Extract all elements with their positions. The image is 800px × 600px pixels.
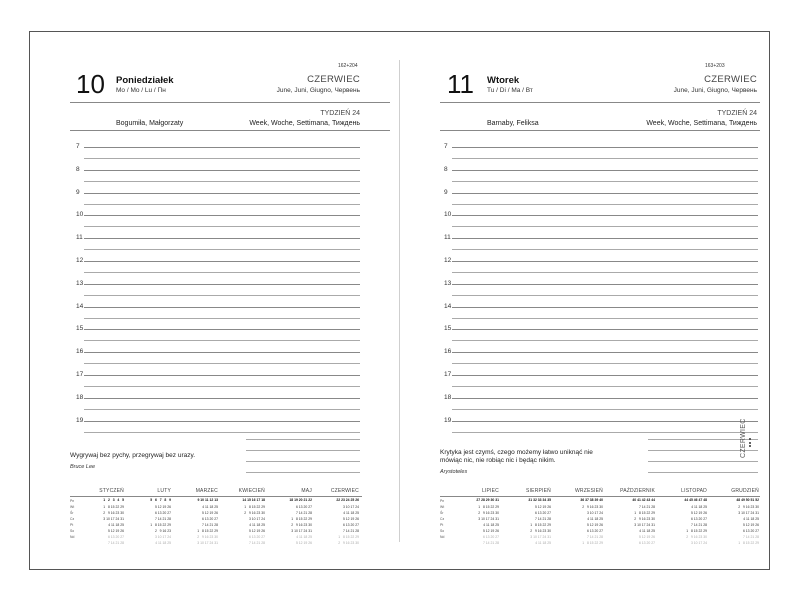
mini-calendar-row: 3 10 17 24 31 — [738, 511, 759, 515]
mini-month-name: WRZESIEŃ — [575, 488, 603, 494]
mini-calendar-row: 3 10 17 24 — [690, 541, 707, 545]
week-numbers: 9 10 11 12 13 — [197, 498, 218, 502]
mini-month-name: MAJ — [301, 488, 312, 494]
mini-calendar-row: 3 10 17 24 — [586, 511, 603, 515]
mini-calendar-row: 4 11 18 25 — [535, 541, 551, 545]
mini-calendar-row: 6 13 20 27 — [742, 529, 759, 533]
hour-label: 18 — [76, 393, 84, 401]
mini-month-name: LISTOPAD — [681, 488, 707, 494]
hour-label: 19 — [76, 416, 84, 424]
week-numbers: 14 15 16 17 18 — [242, 498, 265, 502]
hour-label: 19 — [444, 416, 452, 424]
week-number: TYDZIEŃ 24 — [717, 110, 757, 117]
weekday-column — [70, 498, 80, 540]
weekday-label: Wt — [440, 505, 445, 509]
day-name: Wtorek — [487, 75, 520, 86]
mini-calendar-row: 3 10 17 24 31 — [530, 535, 551, 539]
mini-month-name: KWIECIEŃ — [238, 488, 265, 494]
hour-label: 16 — [76, 348, 84, 356]
mini-calendar-row: 1 8 15 22 29 — [150, 523, 171, 527]
mini-calendar-row: 7 14 21 28 — [295, 511, 312, 515]
mini-calendar-row: 1 8 15 22 29 — [338, 535, 359, 539]
mini-calendar-row: 5 12 19 26 — [586, 523, 603, 527]
hour-label: 15 — [76, 325, 84, 333]
mini-calendar-row: 5 12 19 26 — [154, 505, 171, 509]
mini-calendar-row: 7 14 21 28 — [482, 541, 499, 545]
page-number: 162+204 — [338, 63, 358, 69]
mini-month-name: GRUDZIEŃ — [731, 488, 759, 494]
weekday-label: Nd — [70, 535, 75, 539]
hour-row[interactable] — [444, 189, 758, 212]
mini-calendar-row: 4 11 18 25 — [249, 523, 265, 527]
mini-calendar-row: 4 11 18 25 — [691, 505, 707, 509]
mini-calendar-row: 6 13 20 27 — [586, 529, 603, 533]
weekday-label: Pt — [70, 523, 74, 527]
mini-calendar-row: 3 10 17 24 31 — [291, 529, 312, 533]
hour-label: 9 — [76, 188, 80, 196]
mini-calendar-row: 7 14 21 28 — [342, 529, 359, 533]
hour-row[interactable] — [444, 325, 758, 348]
hour-label: 11 — [76, 234, 83, 242]
hour-row[interactable] — [76, 257, 360, 280]
mini-calendar-row: 6 13 20 27 — [534, 511, 551, 515]
mini-calendar-row: 4 11 18 25 — [155, 541, 171, 545]
mini-month-name: CZERWIEC — [330, 488, 359, 494]
year-calendar — [70, 488, 362, 544]
day-abbreviations: Mo / Mo / Lu / Пн — [116, 87, 166, 94]
mini-calendar-row: 5 12 19 26 — [482, 529, 499, 533]
mini-calendar-row: 5 12 19 26 — [742, 523, 759, 527]
header-divider — [70, 102, 390, 103]
hour-label: 13 — [76, 279, 84, 287]
mini-calendar-row: 2 9 16 23 30 — [338, 541, 359, 545]
week-numbers: 22 23 24 25 26 — [336, 498, 359, 502]
left-page — [30, 32, 400, 569]
hour-row[interactable] — [444, 143, 758, 166]
mini-calendar-row: 2 9 16 23 30 — [634, 517, 655, 521]
hour-label: 10 — [444, 211, 452, 219]
mini-month-name: LIPIEC — [481, 488, 499, 494]
header-divider — [440, 102, 760, 103]
mini-calendar-row: 5 12 19 26 — [201, 511, 218, 515]
names-divider — [440, 130, 760, 131]
hour-row[interactable] — [444, 417, 758, 440]
mini-month-name: STYCZEŃ — [99, 488, 124, 494]
hour-label: 12 — [444, 257, 452, 264]
mini-calendar-row: 3 10 17 24 31 — [197, 541, 218, 545]
mini-calendar-row: 7 14 21 28 — [742, 535, 759, 539]
hour-label: 7 — [76, 143, 80, 150]
mini-calendar-row: 2 9 16 23 30 — [530, 529, 551, 533]
mini-calendar-row: 1 8 15 22 29 — [634, 511, 655, 515]
mini-calendar-row: 5 12 19 26 — [638, 535, 655, 539]
mini-calendar-row: 1 8 15 22 29 — [738, 541, 759, 545]
weekday-label: Pn — [70, 499, 75, 503]
hour-label: 17 — [444, 371, 452, 378]
mini-calendar-row: 4 11 18 25 — [587, 517, 603, 521]
mini-calendar-row: 3 10 17 24 31 — [103, 517, 124, 521]
day-name: Poniedziałek — [116, 75, 174, 86]
side-tab-label: CZERWIEC — [740, 418, 747, 458]
week-translations: Week, Woche, Settimana, Тиждень — [646, 120, 757, 127]
hour-row[interactable] — [444, 234, 758, 257]
hour-row[interactable] — [76, 325, 360, 348]
weekday-label: Cz — [440, 517, 445, 521]
hour-row[interactable] — [76, 211, 360, 234]
page-number: 163+203 — [705, 63, 725, 69]
weekday-label: Śr — [440, 511, 444, 515]
month-side-tab[interactable] — [738, 417, 758, 472]
mini-calendar-row: 1 8 15 22 29 — [478, 505, 499, 509]
mini-calendar-row: 6 13 20 27 — [638, 541, 655, 545]
mini-calendar-row: 5 12 19 26 — [295, 541, 312, 545]
hour-label: 11 — [444, 234, 451, 242]
mini-calendar-row: 4 11 18 25 — [202, 505, 218, 509]
mini-calendar-row: 6 13 20 27 — [154, 511, 171, 515]
hour-label: 14 — [76, 302, 84, 310]
day-abbreviations: Tu / Di / Ma / Вт — [487, 87, 533, 94]
week-numbers: 36 37 38 39 40 — [580, 498, 603, 502]
mini-calendar-row: 5 12 19 26 — [690, 511, 707, 515]
mini-calendar-row: 4 11 18 25 — [483, 523, 499, 527]
weekday-label: Cz — [70, 517, 75, 521]
month-name: CZERWIEC — [704, 74, 757, 85]
mini-calendar-row: 1 8 15 22 29 — [530, 523, 551, 527]
mini-calendar-row: 3 10 17 24 — [248, 517, 265, 521]
hour-row[interactable] — [444, 280, 758, 303]
mini-calendar-row: 1 8 15 22 29 — [291, 517, 312, 521]
names-divider — [70, 130, 390, 131]
hour-row[interactable] — [76, 189, 360, 212]
weekday-column — [440, 498, 450, 540]
day-number: 10 — [76, 69, 105, 99]
weekday-label: So — [440, 529, 445, 533]
mini-calendar-row: 1 8 15 22 29 — [103, 505, 124, 509]
month-name: CZERWIEC — [307, 74, 360, 85]
week-numbers: 1 2 3 4 5 — [103, 498, 124, 502]
mini-calendar-row: 4 11 18 25 — [343, 511, 359, 515]
mini-calendar-row: 1 8 15 22 29 — [582, 541, 603, 545]
mini-calendar-row: 2 9 16 23 30 — [686, 535, 707, 539]
mini-calendar-row: 3 10 17 24 31 — [478, 517, 499, 521]
month-translations: June, Juni, Giugno, Червень — [276, 87, 360, 94]
hour-row[interactable] — [444, 257, 758, 280]
quote-author: Bruce Lee — [70, 464, 96, 470]
hour-label: 10 — [76, 211, 84, 219]
hour-row[interactable] — [76, 234, 360, 257]
hour-row[interactable] — [444, 211, 758, 234]
mini-calendar-row: 4 11 18 25 — [296, 535, 312, 539]
quote-text: Krytyka jest czymś, czego możemy łatwo uniknąć nie mówiąc nic, nie robiąc nic i będąc nikim. — [440, 449, 593, 464]
week-numbers: 31 32 33 34 35 — [528, 498, 551, 502]
quote-text: Wygrywaj bez pychy, przegrywaj bez urazy. — [70, 452, 196, 459]
hour-row[interactable] — [76, 143, 360, 166]
mini-calendar-row: 2 9 16 23 30 — [103, 511, 124, 515]
mini-calendar-row: 4 11 18 25 — [743, 517, 759, 521]
week-translations: Week, Woche, Settimana, Тиждень — [249, 120, 360, 127]
hour-label: 16 — [444, 348, 452, 356]
mini-calendar-row: 2 9 16 23 30 — [582, 505, 603, 509]
hour-row[interactable] — [444, 303, 758, 326]
hour-row[interactable] — [76, 348, 360, 371]
mini-calendar-row: 3 10 17 24 — [154, 535, 171, 539]
mini-calendar-row: 7 14 21 28 — [107, 541, 124, 545]
mini-calendar-row: 7 14 21 28 — [586, 535, 603, 539]
mini-calendar-row: 5 12 19 26 — [248, 529, 265, 533]
hour-row[interactable] — [76, 371, 360, 394]
mini-calendar-row: 6 13 20 27 — [342, 523, 359, 527]
right-page — [400, 32, 770, 569]
mini-month-name: LUTY — [157, 488, 171, 494]
week-numbers: 27 28 29 30 31 — [476, 498, 499, 502]
week-numbers: 48 49 50 51 52 — [736, 498, 759, 502]
mini-calendar-row: 2 9 16 23 — [154, 529, 171, 533]
name-days: Barnaby, Feliksa — [487, 120, 539, 127]
hour-row[interactable] — [76, 394, 360, 417]
hour-label: 14 — [444, 302, 452, 310]
weekday-label: So — [70, 529, 75, 533]
mini-calendar-row: 1 8 15 22 29 — [197, 529, 218, 533]
week-number: TYDZIEŃ 24 — [320, 110, 360, 117]
month-translations: June, Juni, Giugno, Червень — [673, 87, 757, 94]
mini-calendar-row: 2 9 16 23 30 — [197, 535, 218, 539]
mini-calendar-row: 7 14 21 28 — [248, 541, 265, 545]
weekday-label: Pn — [440, 499, 445, 503]
more-dots-icon — [749, 438, 753, 449]
mini-calendar-row: 7 14 21 28 — [154, 517, 171, 521]
hour-label: 17 — [76, 371, 84, 378]
mini-calendar-row: 7 14 21 28 — [638, 505, 655, 509]
weekday-label: Nd — [440, 535, 445, 539]
hour-label: 9 — [444, 188, 448, 196]
hour-label: 8 — [76, 165, 80, 173]
year-calendar — [440, 488, 760, 544]
weekday-label: Śr — [70, 511, 74, 515]
hour-row[interactable] — [444, 166, 758, 189]
mini-calendar-row: 6 13 20 27 — [248, 535, 265, 539]
mini-calendar-row: 6 13 20 27 — [482, 535, 499, 539]
mini-calendar-row: 7 14 21 28 — [534, 517, 551, 521]
mini-calendar-row: 3 10 17 24 — [342, 505, 359, 509]
hour-label: 12 — [76, 257, 84, 264]
mini-calendar-row: 2 9 16 23 30 — [291, 523, 312, 527]
quote-author: Arystoteles — [440, 469, 468, 475]
mini-calendar-row: 5 12 19 26 — [342, 517, 359, 521]
mini-calendar-row: 6 13 20 27 — [690, 517, 707, 521]
hour-row[interactable] — [444, 371, 758, 394]
mini-month-name: SIERPIEŃ — [526, 488, 551, 494]
week-numbers: 5 6 7 8 9 — [150, 498, 171, 502]
planner-spread — [29, 31, 770, 570]
mini-calendar-row: 7 14 21 28 — [201, 523, 218, 527]
mini-calendar-row: 1 8 15 22 29 — [244, 505, 265, 509]
hour-row[interactable] — [76, 417, 360, 440]
name-days: Bogumiła, Małgorzaty — [116, 120, 184, 127]
weekday-label: Wt — [70, 505, 75, 509]
hour-label: 8 — [444, 165, 448, 173]
mini-calendar-row: 1 8 15 22 29 — [686, 529, 707, 533]
mini-calendar-row: 6 13 20 27 — [107, 535, 124, 539]
hour-label: 18 — [444, 393, 452, 401]
hour-row[interactable] — [76, 303, 360, 326]
hour-label: 15 — [444, 325, 452, 333]
hour-row[interactable] — [76, 280, 360, 303]
mini-month-name: MARZEC — [195, 488, 218, 494]
mini-calendar-row: 2 9 16 23 30 — [738, 505, 759, 509]
week-numbers: 18 19 20 21 22 — [289, 498, 312, 502]
mini-calendar-row: 3 10 17 24 31 — [634, 523, 655, 527]
mini-calendar-row: 5 12 19 26 — [107, 529, 124, 533]
mini-calendar-row: 6 13 20 27 — [295, 505, 312, 509]
week-numbers: 44 45 46 47 48 — [684, 498, 707, 502]
mini-calendar-row: 4 11 18 25 — [639, 529, 655, 533]
mini-calendar-row: 5 12 19 26 — [534, 505, 551, 509]
mini-calendar-row: 2 9 16 23 30 — [244, 511, 265, 515]
hour-row[interactable] — [76, 166, 360, 189]
mini-calendar-row: 4 11 18 25 — [108, 523, 124, 527]
hour-label: 7 — [444, 143, 448, 150]
mini-calendar-row: 2 9 16 23 30 — [478, 511, 499, 515]
mini-calendar-row: 6 13 20 27 — [201, 517, 218, 521]
hour-label: 13 — [444, 279, 452, 287]
day-number: 11 — [447, 69, 474, 99]
mini-month-name: PAŹDZIERNIK — [620, 488, 655, 494]
hour-row[interactable] — [444, 348, 758, 371]
week-numbers: 40 41 42 43 44 — [632, 498, 655, 502]
mini-calendar-row: 7 14 21 28 — [690, 523, 707, 527]
weekday-label: Pt — [440, 523, 444, 527]
hour-row[interactable] — [444, 394, 758, 417]
